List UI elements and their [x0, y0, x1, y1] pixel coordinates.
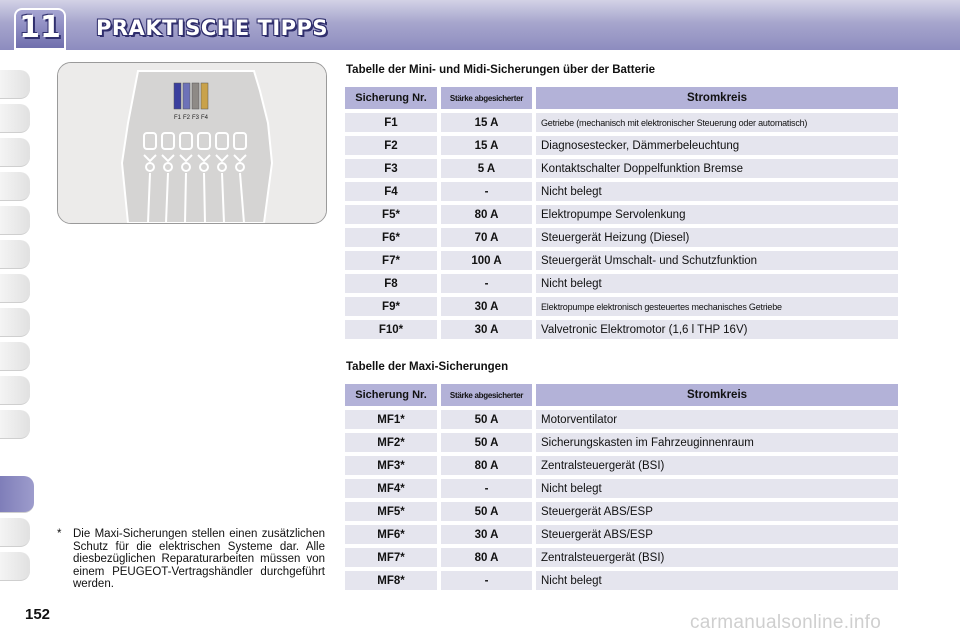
fuse-circuit: Steuergerät Heizung (Diesel)	[536, 228, 898, 247]
table-row	[345, 228, 898, 247]
side-tab[interactable]	[0, 376, 30, 405]
side-tab[interactable]	[0, 410, 30, 439]
fuse-number: F10*	[345, 320, 437, 339]
table-row	[345, 456, 898, 475]
page-number: 152	[25, 606, 51, 623]
fuse-number: F8	[345, 274, 437, 293]
fuse-box-illustration	[57, 62, 327, 224]
fuse-label: F3	[191, 115, 200, 121]
side-tab[interactable]	[0, 518, 30, 547]
fuse-number: MF6*	[345, 525, 437, 544]
fuse-rating: 80 A	[441, 205, 532, 224]
fuse-circuit: Steuergerät ABS/ESP	[536, 525, 898, 544]
watermark: carmanualsonline.info	[690, 612, 882, 633]
side-tab-active[interactable]	[0, 476, 34, 513]
column-header-rating: Stärke abgesicherter	[441, 87, 532, 109]
fuse-circuit: Steuergerät ABS/ESP	[536, 502, 898, 521]
table-row	[345, 205, 898, 224]
fuse-number: MF3*	[345, 456, 437, 475]
column-header-fuse-number: Sicherung Nr.	[345, 384, 437, 406]
fuse-rating: 50 A	[441, 433, 532, 452]
side-tab[interactable]	[0, 206, 30, 235]
fuse-label: F1	[173, 115, 182, 121]
fuse-number: F1	[345, 113, 437, 132]
table-row	[345, 113, 898, 132]
table-row	[345, 502, 898, 521]
fuse-number: F2	[345, 136, 437, 155]
fuse-box-drawing	[58, 63, 326, 223]
column-header-circuit: Stromkreis	[536, 384, 898, 406]
fuse-circuit: Getriebe (mechanisch mit elektronischer Steuerung oder automatisch)	[536, 113, 898, 132]
fuse-circuit: Kontaktschalter Doppelfunktion Bremse	[536, 159, 898, 178]
table-header-row	[345, 384, 898, 406]
table-row	[345, 159, 898, 178]
fuse-4-icon	[201, 83, 208, 109]
fuse-circuit: Steuergerät Umschalt- und Schutzfunktion	[536, 251, 898, 270]
fuse-circuit: Elektropumpe elektronisch gesteuertes mechanisches Getriebe	[536, 297, 898, 316]
fuse-rating: 15 A	[441, 113, 532, 132]
column-header-circuit: Stromkreis	[536, 87, 898, 109]
footnote-text: Die Maxi-Sicherungen stellen einen zusätzlichen Schutz für die elektrischen Systeme dar. Alle diesbezüglichen Reparaturarbeiten müssen von einem PEUGEOT-Vertragshändler durchgeführt werden.	[73, 528, 325, 591]
fuse-circuit: Motorventilator	[536, 410, 898, 429]
page-title: PRAKTISCHE TIPPS	[96, 16, 329, 40]
table-row	[345, 548, 898, 567]
fuse-rating: 5 A	[441, 159, 532, 178]
table1-title: Tabelle der Mini- und Midi-Sicherungen über der Batterie	[346, 64, 656, 76]
fuse-rating: -	[441, 479, 532, 498]
fuse-number: MF2*	[345, 433, 437, 452]
mini-midi-fuse-table	[341, 83, 902, 343]
fuse-rating: 15 A	[441, 136, 532, 155]
fuse-rating: -	[441, 182, 532, 201]
fuse-number: MF7*	[345, 548, 437, 567]
fuse-rating: 50 A	[441, 410, 532, 429]
table-row	[345, 320, 898, 339]
fuse-number: F9*	[345, 297, 437, 316]
fuse-number: F7*	[345, 251, 437, 270]
maxi-fuse-table	[341, 380, 902, 594]
table-row	[345, 479, 898, 498]
fuse-rating: -	[441, 571, 532, 590]
fuse-circuit: Zentralsteuergerät (BSI)	[536, 548, 898, 567]
fuse-rating: 80 A	[441, 548, 532, 567]
side-tab[interactable]	[0, 240, 30, 269]
fuse-number: MF8*	[345, 571, 437, 590]
fuse-number: F3	[345, 159, 437, 178]
fuse-circuit: Nicht belegt	[536, 571, 898, 590]
fuse-rating: 100 A	[441, 251, 532, 270]
fuse-rating: 50 A	[441, 502, 532, 521]
chapter-number: 11	[19, 10, 61, 45]
fuse-2-icon	[183, 83, 190, 109]
fuse-number: MF5*	[345, 502, 437, 521]
table-row	[345, 433, 898, 452]
fuse-rating: -	[441, 274, 532, 293]
chapter-side-tabs	[0, 60, 34, 580]
table-row	[345, 182, 898, 201]
fuse-circuit: Diagnosestecker, Dämmerbeleuchtung	[536, 136, 898, 155]
fuse-label: F4	[200, 115, 209, 121]
fuse-number: F6*	[345, 228, 437, 247]
side-tab[interactable]	[0, 308, 30, 337]
table-header-row	[345, 87, 898, 109]
fuse-circuit: Zentralsteuergerät (BSI)	[536, 456, 898, 475]
table-row	[345, 274, 898, 293]
side-tab[interactable]	[0, 172, 30, 201]
fuse-rating: 70 A	[441, 228, 532, 247]
side-tab[interactable]	[0, 342, 30, 371]
fuse-circuit: Nicht belegt	[536, 182, 898, 201]
fuse-circuit: Sicherungskasten im Fahrzeuginnenraum	[536, 433, 898, 452]
fuse-rating: 30 A	[441, 525, 532, 544]
fuse-number: F4	[345, 182, 437, 201]
fuse-label: F2	[182, 115, 191, 121]
fuse-number: F5*	[345, 205, 437, 224]
side-tab[interactable]	[0, 552, 30, 581]
footnote-marker: *	[57, 528, 62, 540]
side-tab[interactable]	[0, 104, 30, 133]
table-row	[345, 297, 898, 316]
footnote	[57, 528, 325, 591]
fuse-number: MF1*	[345, 410, 437, 429]
fuse-1-icon	[174, 83, 181, 109]
fuse-circuit: Nicht belegt	[536, 274, 898, 293]
side-tab[interactable]	[0, 70, 30, 99]
fuse-rating: 30 A	[441, 320, 532, 339]
side-tab[interactable]	[0, 274, 30, 303]
fuse-rating: 30 A	[441, 297, 532, 316]
table-row	[345, 571, 898, 590]
table-row	[345, 410, 898, 429]
fuse-circuit: Nicht belegt	[536, 479, 898, 498]
fuse-3-icon	[192, 83, 199, 109]
table-row	[345, 525, 898, 544]
fuse-rating: 80 A	[441, 456, 532, 475]
fuse-number: MF4*	[345, 479, 437, 498]
side-tab[interactable]	[0, 138, 30, 167]
table2-title: Tabelle der Maxi-Sicherungen	[346, 361, 509, 373]
fuse-circuit: Valvetronic Elektromotor (1,6 l THP 16V)	[536, 320, 898, 339]
table-row	[345, 136, 898, 155]
column-header-rating: Stärke abgesicherter	[441, 384, 532, 406]
column-header-fuse-number: Sicherung Nr.	[345, 87, 437, 109]
fuse-circuit: Elektropumpe Servolenkung	[536, 205, 898, 224]
table-row	[345, 251, 898, 270]
